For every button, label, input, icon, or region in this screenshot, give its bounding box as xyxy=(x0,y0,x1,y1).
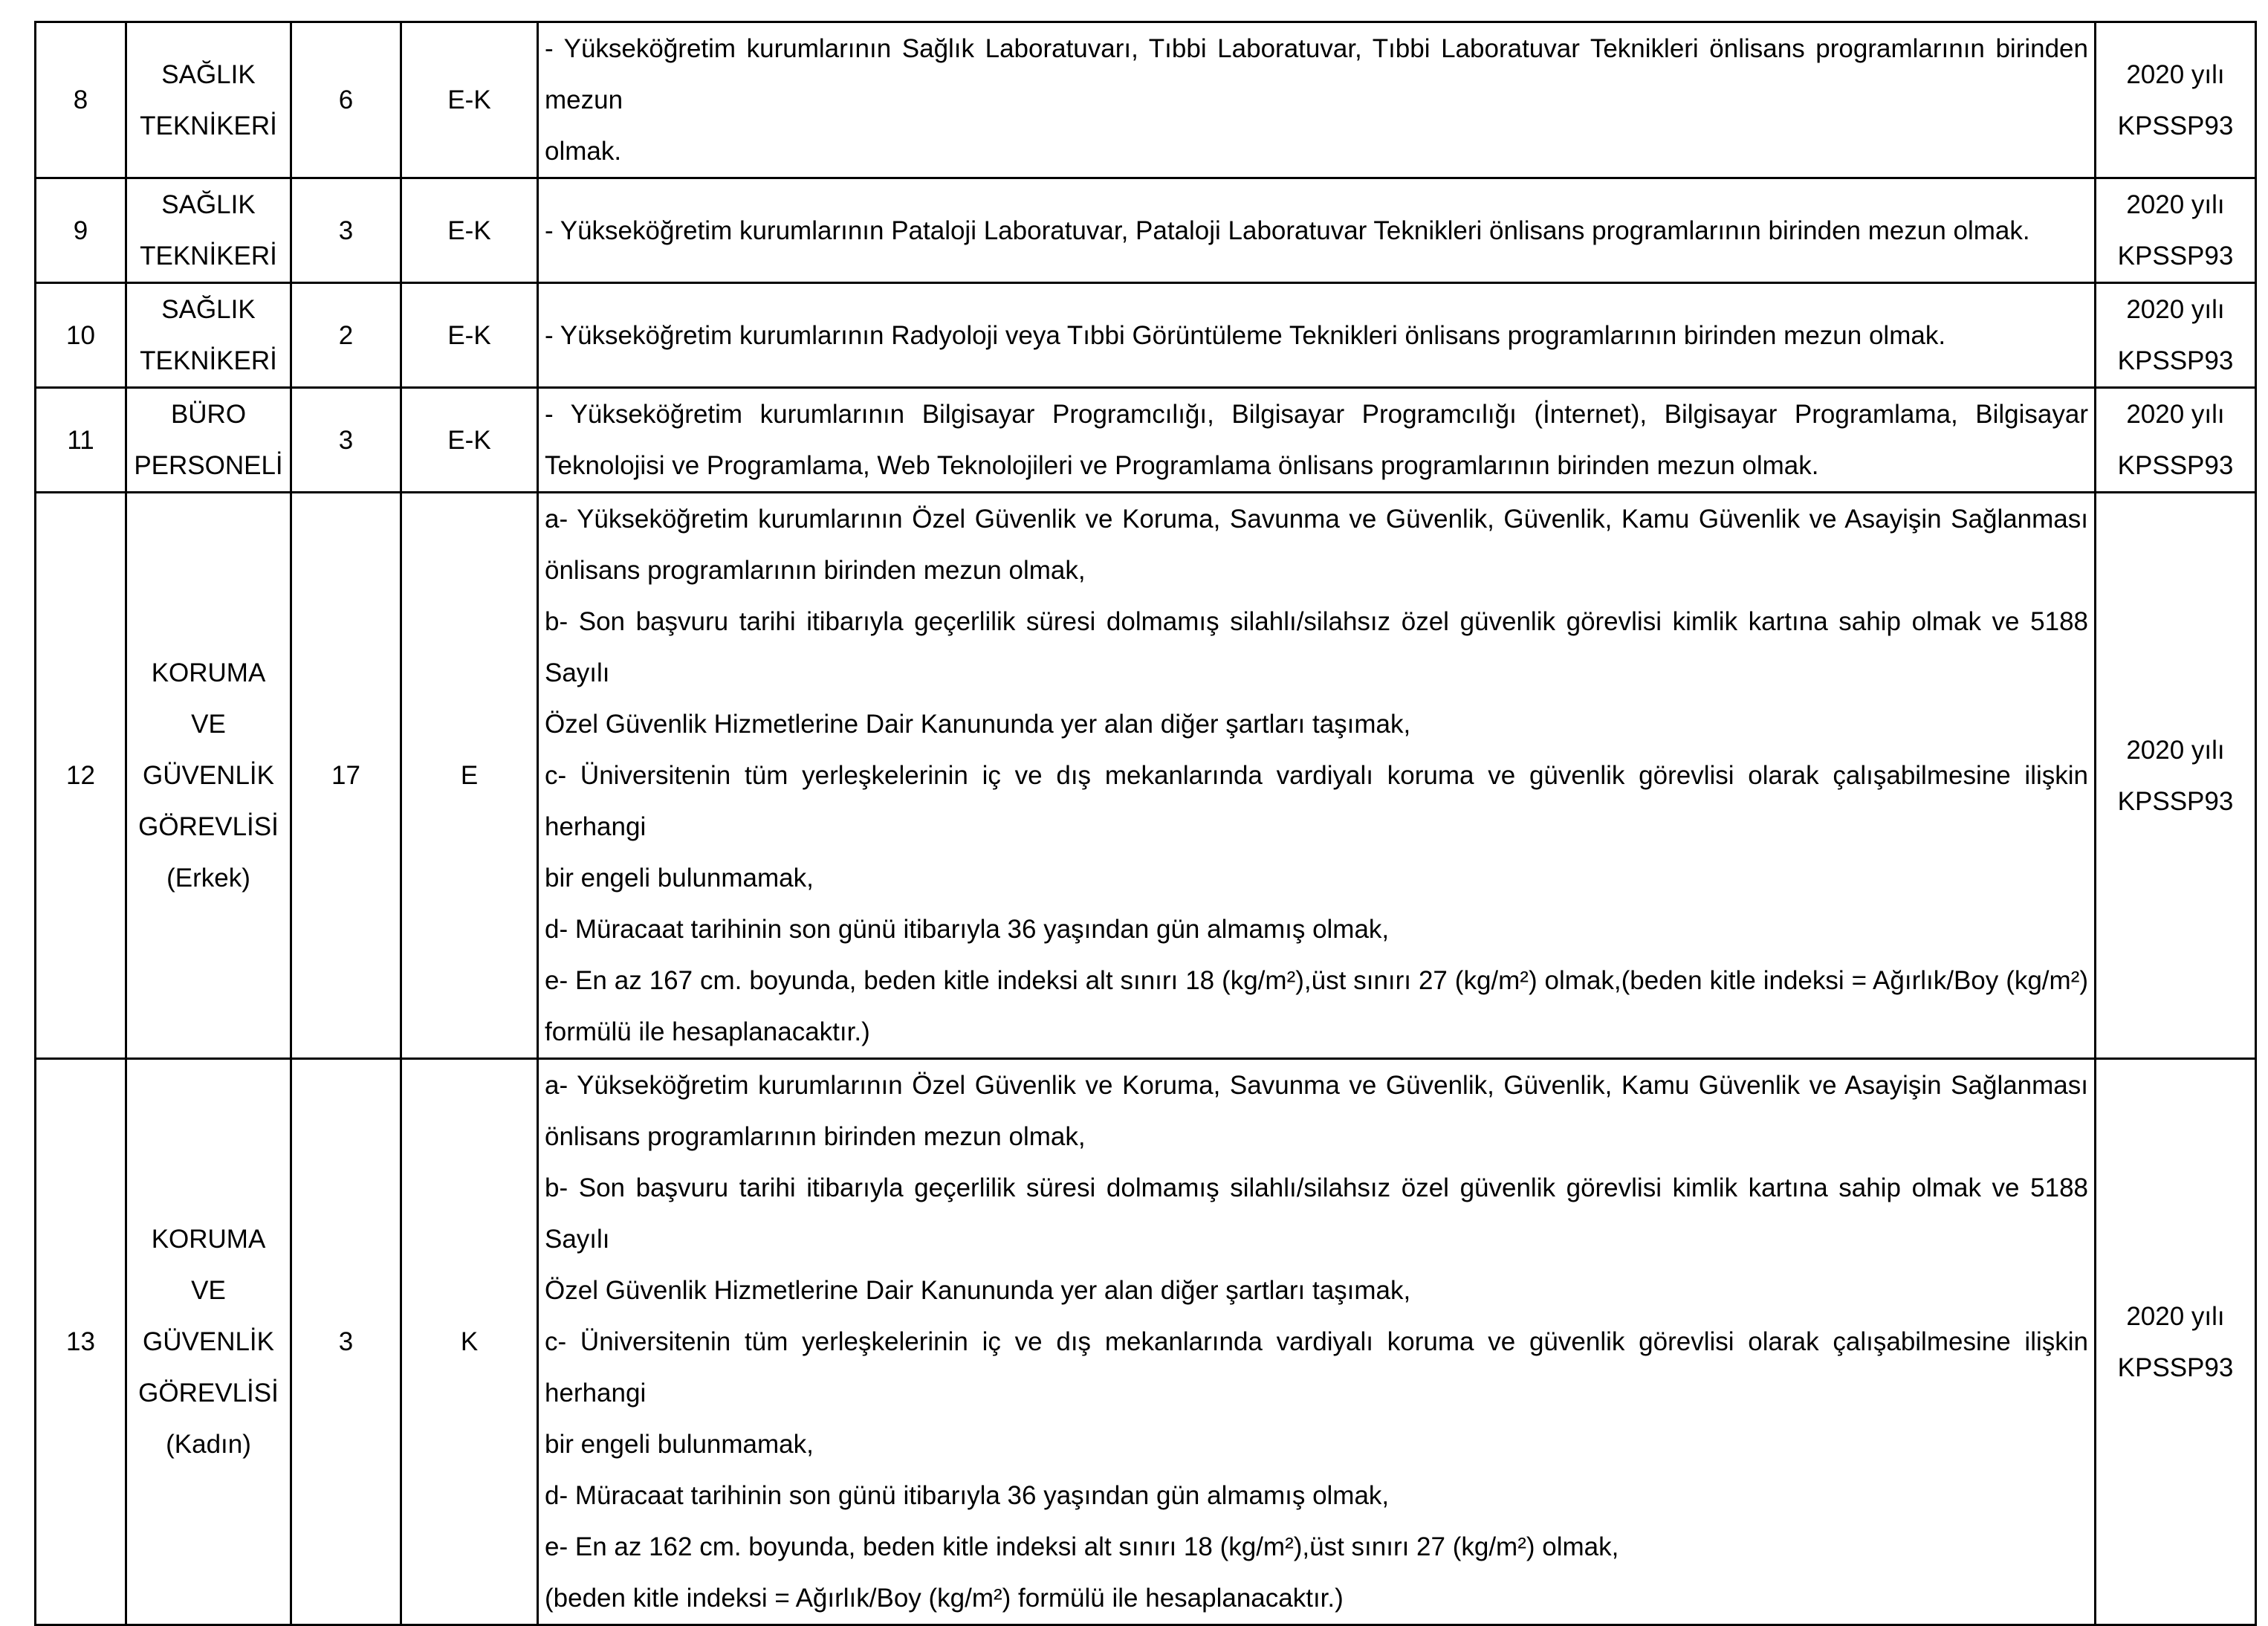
position-count-cell: 3 xyxy=(291,388,401,493)
unit-title-cell: SAĞLIK TEKNİKERİ xyxy=(126,283,291,388)
positions-table-page xyxy=(34,21,2257,1626)
exam-cell: 2020 yılı KPSSP93 xyxy=(2096,493,2256,1059)
requirements-cell: a- Yükseköğretim kurumlarının Özel Güvenlik ve Koruma, Savunma ve Güvenlik, Güvenlik, Kamu Güvenlik ve Asayişin Sağlanması önlisans programlarının birinden mezun olmak, b- Son başvuru tarihi itibarıyla geçerlilik süresi dolmamış silahlı/silahsız özel güvenlik görevlisi kimlik kartına sahip olmak ve 5188 Sayılı Özel Güvenlik Hizmetlerine Dair Kanununda yer alan diğer şartları taşımak, c- Üniversitenin tüm yerleşkelerinin iç ve dış mekanlarında vardiyalı koruma ve güvenlik görevlisi olarak çalışabilmesine ilişkin herhangi bir engeli bulunmamak, d- Müracaat tarihinin son günü itibarıyla 36 yaşından gün almamış olmak, e- En az 167 cm. boyunda, beden kitle indeksi alt sınırı 18 (kg/m²),üst sınırı 27 (kg/m²) olmak,(beden kitle indeksi = Ağırlık/Boy (kg/m²) formülü ile hesaplanacaktır.) xyxy=(538,493,2096,1059)
requirements-cell: - Yükseköğretim kurumlarının Bilgisayar Programcılığı, Bilgisayar Programcılığı (İnternet), Bilgisayar Programlama, Bilgisayar Teknolojisi ve Programlama, Web Teknolojileri ve Programlama önlisans programlarının birinden mezun olmak. xyxy=(538,388,2096,493)
unit-title-cell: KORUMA VE GÜVENLİK GÖREVLİSİ (Kadın) xyxy=(126,1059,291,1625)
table-row xyxy=(36,178,2256,283)
exam-cell: 2020 yılı KPSSP93 xyxy=(2096,283,2256,388)
exam-cell: 2020 yılı KPSSP93 xyxy=(2096,178,2256,283)
position-count-cell: 3 xyxy=(291,1059,401,1625)
row-number-cell: 13 xyxy=(36,1059,126,1625)
gender-cell: E-K xyxy=(401,283,538,388)
row-number-cell: 10 xyxy=(36,283,126,388)
gender-cell: E-K xyxy=(401,178,538,283)
requirements-cell: - Yükseköğretim kurumlarının Pataloji Laboratuvar, Pataloji Laboratuvar Teknikleri önlisans programlarının birinden mezun olmak. xyxy=(538,178,2096,283)
position-count-cell: 6 xyxy=(291,22,401,178)
positions-table xyxy=(34,21,2257,1626)
gender-cell: E xyxy=(401,493,538,1059)
position-count-cell: 2 xyxy=(291,283,401,388)
requirements-cell: - Yükseköğretim kurumlarının Sağlık Laboratuvarı, Tıbbi Laboratuvar, Tıbbi Laboratuvar Teknikleri önlisans programlarının birinden mezun olmak. xyxy=(538,22,2096,178)
gender-cell: E-K xyxy=(401,22,538,178)
row-number-cell: 8 xyxy=(36,22,126,178)
requirements-cell: - Yükseköğretim kurumlarının Radyoloji veya Tıbbi Görüntüleme Teknikleri önlisans programlarının birinden mezun olmak. xyxy=(538,283,2096,388)
row-number-cell: 12 xyxy=(36,493,126,1059)
unit-title-cell: SAĞLIK TEKNİKERİ xyxy=(126,178,291,283)
exam-cell: 2020 yılı KPSSP93 xyxy=(2096,388,2256,493)
exam-cell: 2020 yılı KPSSP93 xyxy=(2096,22,2256,178)
position-count-cell: 3 xyxy=(291,178,401,283)
gender-cell: E-K xyxy=(401,388,538,493)
table-row xyxy=(36,283,2256,388)
exam-cell: 2020 yılı KPSSP93 xyxy=(2096,1059,2256,1625)
table-row xyxy=(36,388,2256,493)
position-count-cell: 17 xyxy=(291,493,401,1059)
requirements-cell: a- Yükseköğretim kurumlarının Özel Güvenlik ve Koruma, Savunma ve Güvenlik, Güvenlik, Kamu Güvenlik ve Asayişin Sağlanması önlisans programlarının birinden mezun olmak, b- Son başvuru tarihi itibarıyla geçerlilik süresi dolmamış silahlı/silahsız özel güvenlik görevlisi kimlik kartına sahip olmak ve 5188 Sayılı Özel Güvenlik Hizmetlerine Dair Kanununda yer alan diğer şartları taşımak, c- Üniversitenin tüm yerleşkelerinin iç ve dış mekanlarında vardiyalı koruma ve güvenlik görevlisi olarak çalışabilmesine ilişkin herhangi bir engeli bulunmamak, d- Müracaat tarihinin son günü itibarıyla 36 yaşından gün almamış olmak, e- En az 162 cm. boyunda, beden kitle indeksi alt sınırı 18 (kg/m²),üst sınırı 27 (kg/m²) olmak, (beden kitle indeksi = Ağırlık/Boy (kg/m²) formülü ile hesaplanacaktır.) xyxy=(538,1059,2096,1625)
unit-title-cell: KORUMA VE GÜVENLİK GÖREVLİSİ (Erkek) xyxy=(126,493,291,1059)
row-number-cell: 9 xyxy=(36,178,126,283)
table-row xyxy=(36,22,2256,178)
table-row xyxy=(36,1059,2256,1625)
unit-title-cell: BÜRO PERSONELİ xyxy=(126,388,291,493)
unit-title-cell: SAĞLIK TEKNİKERİ xyxy=(126,22,291,178)
gender-cell: K xyxy=(401,1059,538,1625)
row-number-cell: 11 xyxy=(36,388,126,493)
table-row xyxy=(36,493,2256,1059)
